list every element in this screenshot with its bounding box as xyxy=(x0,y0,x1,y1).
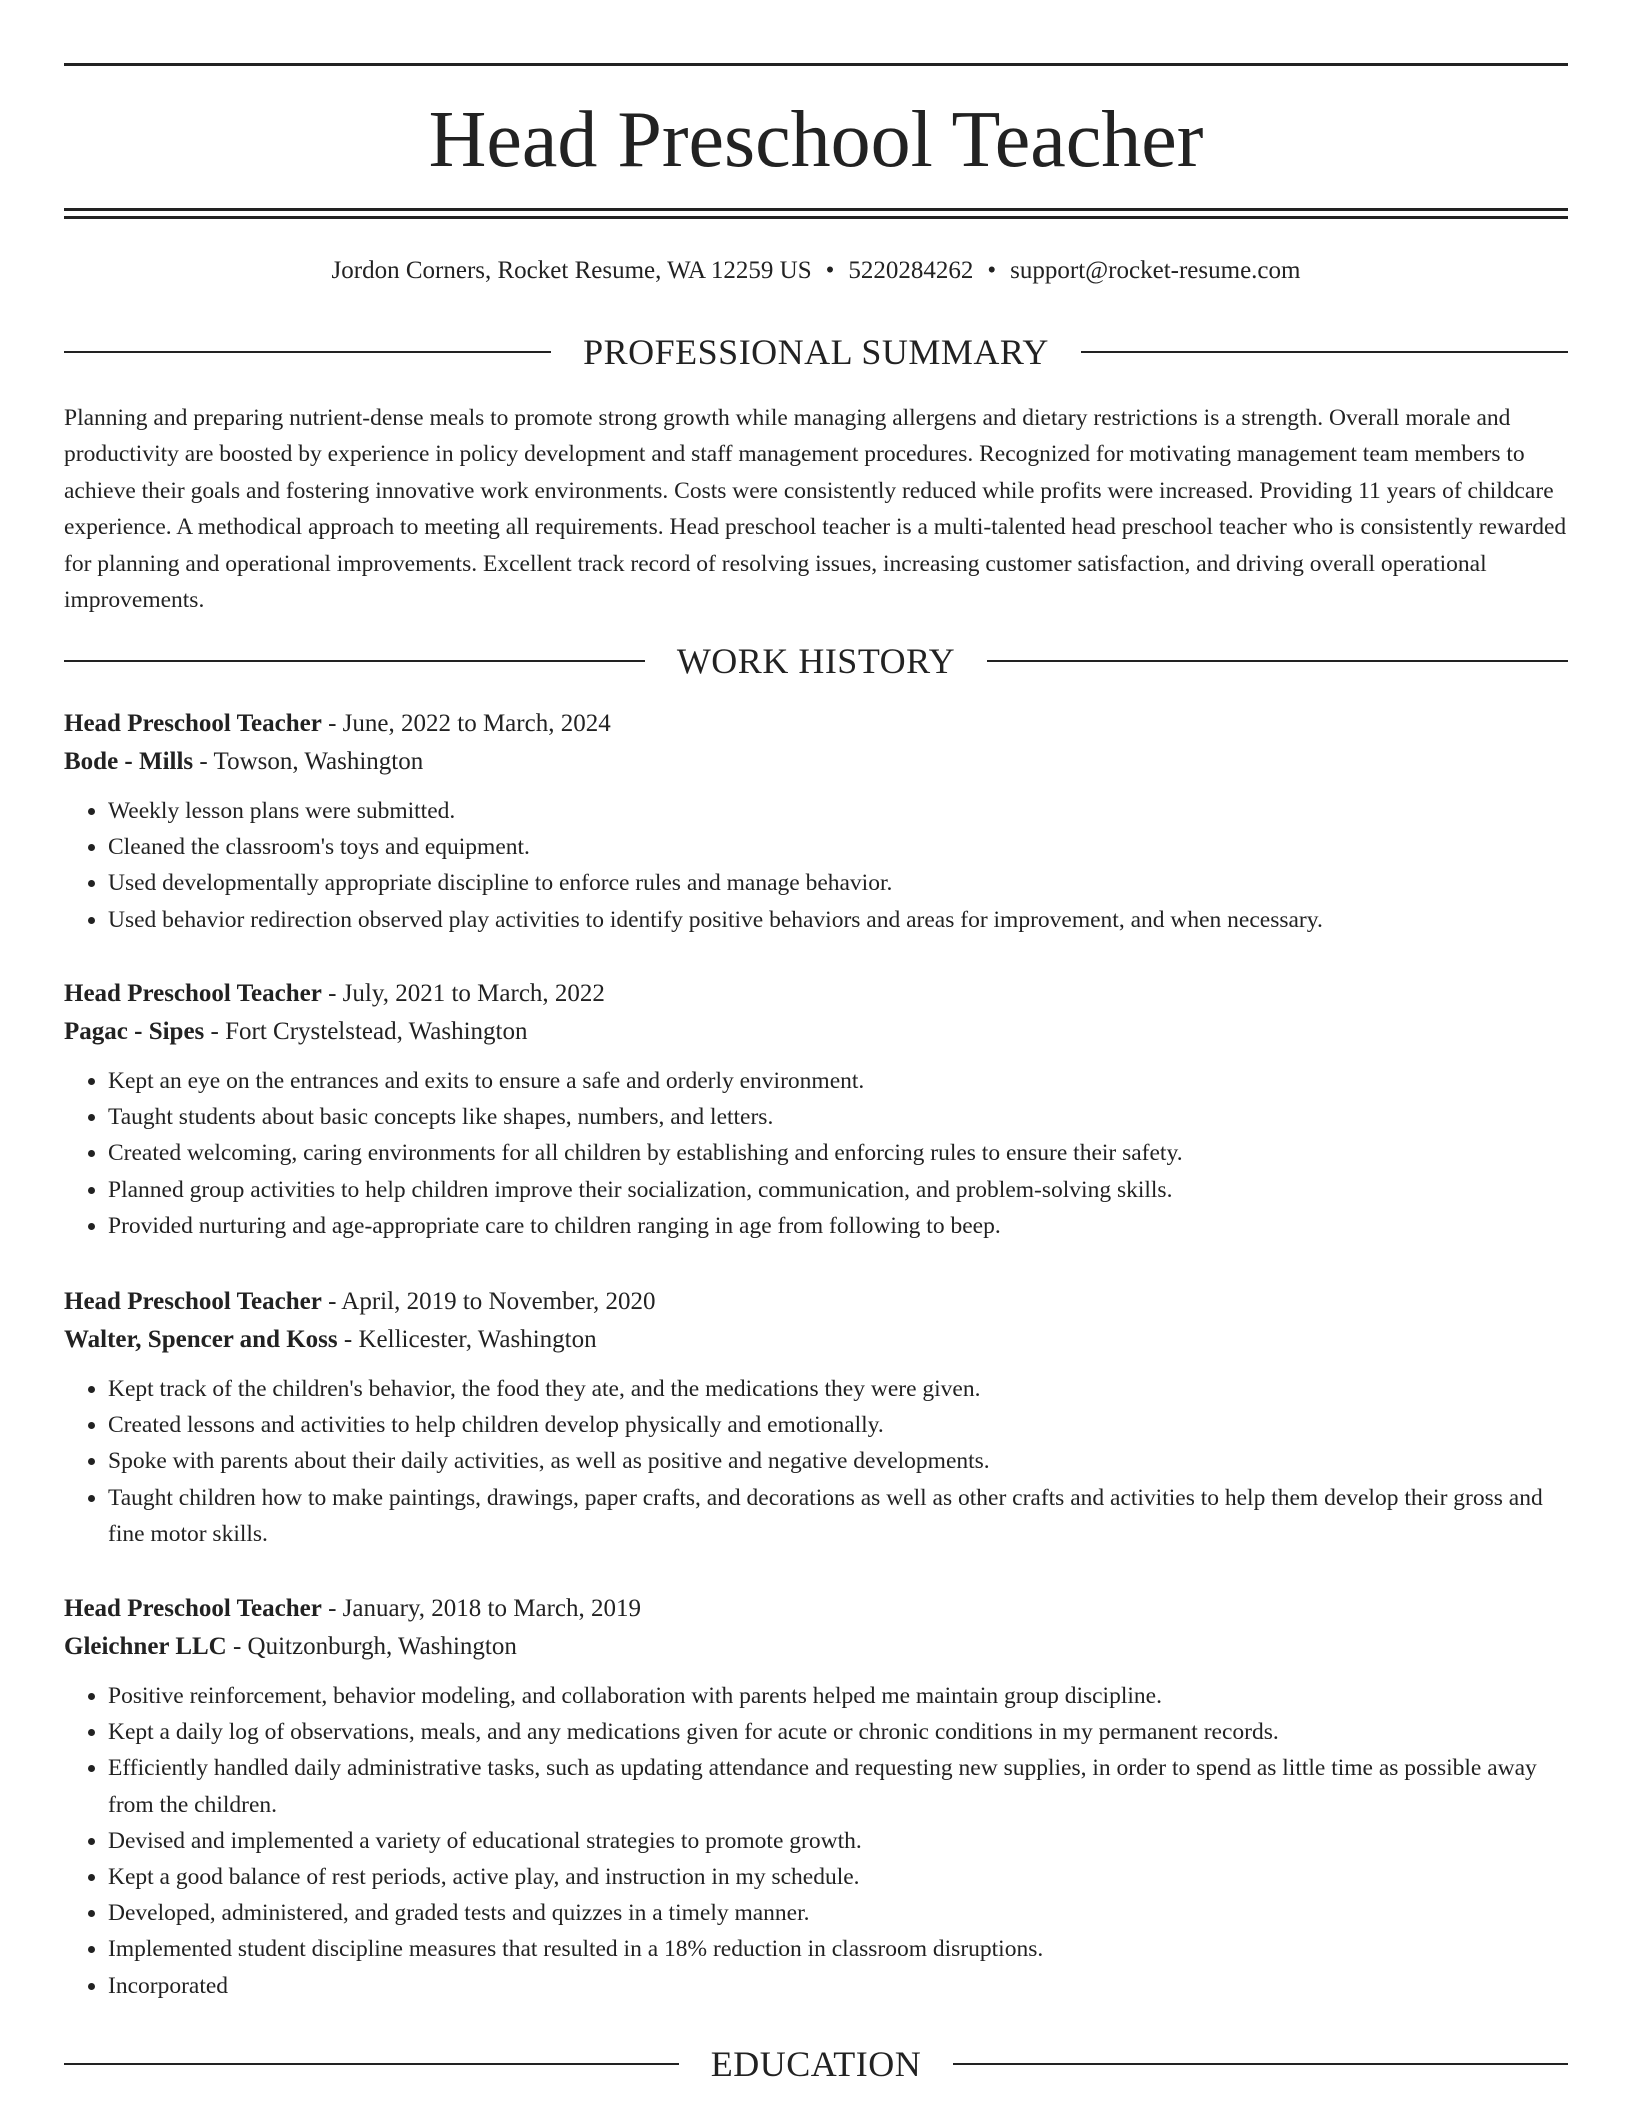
job-bullets xyxy=(64,1063,1568,1244)
list-item: • Created lessons and activities to help children develop physically and emotionally. xyxy=(108,1407,1568,1443)
contact-separator: • xyxy=(987,257,997,284)
contact-address: Jordon Corners, Rocket Resume, WA 12259 US xyxy=(331,257,812,284)
job-title: Head Preschool Teacher xyxy=(64,1288,322,1315)
job-location: - Fort Crystelstead, Washington xyxy=(204,1018,528,1045)
list-item: • Efficiently handled daily administrative tasks, such as updating attendance and requesting new supplies, in order to spend as little time as possible away from the children. xyxy=(108,1750,1568,1822)
heading-rule-right xyxy=(987,660,1568,662)
job-title: Head Preschool Teacher xyxy=(64,710,322,737)
list-item: • Used developmentally appropriate discipline to enforce rules and manage behavior. xyxy=(108,865,1568,901)
list-item: • Positive reinforcement, behavior modeling, and collaboration with parents helped me maintain group discipline. xyxy=(108,1678,1568,1714)
contact-email: support@rocket-resume.com xyxy=(1010,257,1301,284)
job-dates: - January, 2018 to March, 2019 xyxy=(321,1595,641,1622)
job-location: - Towson, Washington xyxy=(193,748,424,775)
top-rule xyxy=(64,63,1568,66)
heading-rule-left xyxy=(64,660,645,662)
job-role-line xyxy=(64,1590,1568,1628)
section-title: PROFESSIONAL SUMMARY xyxy=(583,332,1049,372)
resume-title: Head Preschool Teacher xyxy=(428,96,1204,184)
job-bullets xyxy=(64,1678,1568,2004)
title-rule-lower xyxy=(64,216,1568,219)
heading-rule-left xyxy=(64,351,551,353)
job-dates: - July, 2021 to March, 2022 xyxy=(321,980,605,1007)
list-item: • Kept track of the children's behavior, the food they ate, and the medications they were given. xyxy=(108,1371,1568,1407)
heading-rule-right xyxy=(1081,351,1568,353)
job-entry xyxy=(64,705,1568,938)
job-entry xyxy=(64,1590,1568,2004)
section-heading-education xyxy=(64,2042,1568,2086)
job-company-line xyxy=(64,1013,1568,1051)
job-company-line xyxy=(64,1321,1568,1359)
contact-phone: 5220284262 xyxy=(848,257,974,284)
job-title: Head Preschool Teacher xyxy=(64,1595,322,1622)
job-entry xyxy=(64,975,1568,1244)
job-bullets xyxy=(64,1371,1568,1552)
job-company-line xyxy=(64,1628,1568,1666)
list-item: • Taught children how to make paintings, drawings, paper crafts, and decorations as well as other crafts and activities to help them develop their gross and fine motor skills. xyxy=(108,1480,1568,1552)
title-rule-upper xyxy=(64,208,1568,211)
job-dates: - June, 2022 to March, 2024 xyxy=(321,710,611,737)
list-item: • Taught students about basic concepts like shapes, numbers, and letters. xyxy=(108,1099,1568,1135)
heading-rule-left xyxy=(64,2063,679,2065)
job-company: Bode - Mills xyxy=(64,748,194,775)
list-item: • Spoke with parents about their daily activities, as well as positive and negative developments. xyxy=(108,1443,1568,1479)
section-heading-work xyxy=(64,639,1568,683)
section-title: WORK HISTORY xyxy=(676,641,956,681)
list-item: • Incorporated xyxy=(108,1968,1568,2004)
list-item: • Kept an eye on the entrances and exits to ensure a safe and orderly environment. xyxy=(108,1063,1568,1099)
list-item: • Weekly lesson plans were submitted. xyxy=(108,793,1568,829)
summary-paragraph: Planning and preparing nutrient-dense meals to promote strong growth while managing allergens and dietary restrictions is a strength. Overall morale and productivity are boosted by experience in policy development and staff management procedures. Recognized for motivating management team members to achieve their goals and fostering innovative work environments. Costs were consistently reduced while profits were increased. Providing 11 years of childcare experience. A methodical approach to meeting all requirements. Head preschool teacher is a multi-talented head preschool teacher who is consistently rewarded for planning and operational improvements. Excellent track record of resolving issues, increasing customer satisfaction, and driving overall operational improvements. xyxy=(64,405,1567,614)
section-heading-summary xyxy=(64,330,1568,374)
list-item: • Kept a daily log of observations, meals, and any medications given for acute or chronic conditions in my permanent records. xyxy=(108,1714,1568,1750)
contact-line xyxy=(64,254,1568,288)
list-item: • Used behavior redirection observed play activities to identify positive behaviors and areas for improvement, and when necessary. xyxy=(108,902,1568,938)
job-bullets xyxy=(64,793,1568,938)
job-entry xyxy=(64,1283,1568,1552)
list-item: • Planned group activities to help children improve their socialization, communication, and problem-solving skills. xyxy=(108,1172,1568,1208)
job-role-line xyxy=(64,705,1568,743)
job-role-line xyxy=(64,1283,1568,1321)
heading-rule-right xyxy=(953,2063,1568,2065)
job-company-line xyxy=(64,743,1568,781)
section-title: EDUCATION xyxy=(710,2044,922,2084)
list-item: • Cleaned the classroom's toys and equipment. xyxy=(108,829,1568,865)
list-item: • Kept a good balance of rest periods, active play, and instruction in my schedule. xyxy=(108,1859,1568,1895)
job-role-line xyxy=(64,975,1568,1013)
list-item: • Created welcoming, caring environments for all children by establishing and enforcing rules to ensure their safety. xyxy=(108,1135,1568,1171)
job-company: Pagac - Sipes xyxy=(64,1018,205,1045)
list-item: • Devised and implemented a variety of educational strategies to promote growth. xyxy=(108,1823,1568,1859)
job-title: Head Preschool Teacher xyxy=(64,980,322,1007)
job-company: Walter, Spencer and Koss xyxy=(64,1326,338,1353)
job-location: - Kellicester, Washington xyxy=(337,1326,597,1353)
list-item: • Provided nurturing and age-appropriate care to children ranging in age from following to beep. xyxy=(108,1208,1568,1244)
list-item: • Developed, administered, and graded tests and quizzes in a timely manner. xyxy=(108,1895,1568,1931)
job-dates: - April, 2019 to November, 2020 xyxy=(321,1288,656,1315)
list-item: • Implemented student discipline measures that resulted in a 18% reduction in classroom disruptions. xyxy=(108,1931,1568,1967)
job-company: Gleichner LLC xyxy=(64,1633,227,1660)
contact-separator: • xyxy=(825,257,835,284)
job-location: - Quitzonburgh, Washington xyxy=(226,1633,517,1660)
